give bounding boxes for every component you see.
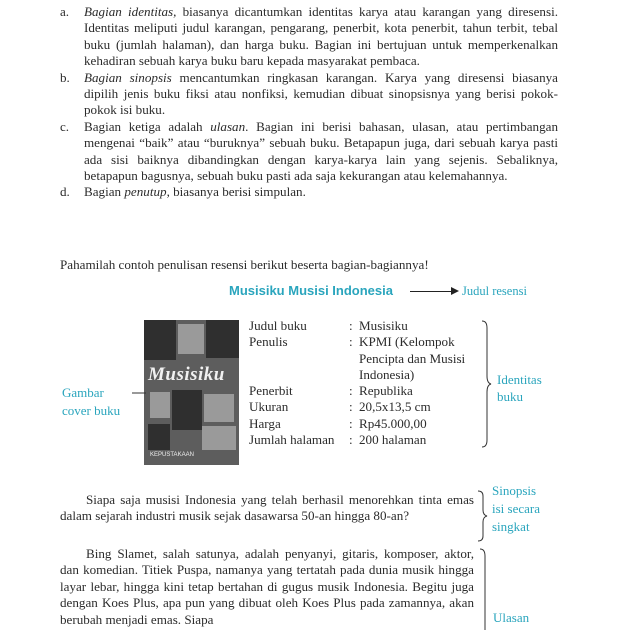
term: ulasan [210, 118, 246, 134]
cover-photo [178, 324, 204, 354]
cover-photo [172, 390, 202, 430]
identity-row: Jumlah halaman : 200 halaman [249, 432, 427, 448]
identity-row: Penerbit : Republika [249, 383, 413, 399]
cover-photo [148, 424, 170, 450]
synopsis-paragraph: Siapa saja musisi Indonesia yang telah berhasil menorehkan tinta emas dalam sejarah industri musik sejak dasawarsa 50-an hingga 80-an? [60, 492, 474, 524]
item-text: , biasanya berisi simpulan. [166, 184, 306, 200]
item-text: . Bagian ini berisi bahasan, ulasan, atau pertimbangan mengenai “baik” atau “buruknya” sebuah buku. Betapapun juga, dari sebuah karya pasti ada sisi baiknya dibandingkan dengan karya-karya lain yang sejenis. Sebaliknya, betapapun bagusnya, sebuah buku pasti ada saja kekurangan atau kelemahannya. [84, 118, 559, 184]
brace-sinopsis [476, 490, 488, 542]
identity-table [249, 318, 485, 448]
list-marker: b. [60, 69, 70, 85]
list-marker: a. [60, 4, 70, 19]
cover-photo [150, 392, 170, 418]
brace-ulasan [478, 548, 490, 630]
cover-photo [144, 320, 176, 360]
arrow-right-icon [451, 287, 459, 295]
parts-list [60, 4, 558, 201]
list-marker: d. [60, 184, 70, 200]
cover-photo [204, 394, 234, 422]
identity-row: Ukuran : 20,5x13,5 cm [249, 399, 431, 415]
identity-row: Harga : Rp45.000,00 [249, 415, 427, 431]
item-text: biasanya dicantumkan identitas karya atau karangan yang diresensi. Identitas meliputi judul karangan, pengarang, penerbit, kota penerbit, tahun terbit, tebal buku (jumlah halaman), dan harga buku. Bagian ini bertujuan untuk memperkenalkan kehadiran sebuah karya buku baru kepada masyarakat pembaca. [84, 4, 558, 69]
list-item [60, 4, 558, 70]
label-sinopsis: Sinopsis isi secara singkat [492, 483, 541, 534]
brace-identity [480, 320, 492, 448]
intro-sentence: Pahamilah contoh penulisan resensi berikut beserta bagian-bagiannya! [60, 257, 429, 272]
identity-row: Penulis : KPMI (Kelompok Pencipta dan Musisi Indonesia) [249, 334, 466, 382]
list-marker: c. [60, 118, 70, 134]
term: Bagian sinopsis [84, 69, 172, 85]
item-text: Bagian [84, 184, 125, 200]
book-cover-image [144, 320, 239, 465]
cover-photo [202, 426, 236, 450]
identity-row: Judul buku : Musisiku [249, 318, 408, 333]
cover-footer: KEPUSTAKAAN [150, 452, 194, 458]
term: Bagian identitas, [84, 4, 177, 19]
list-item [60, 70, 558, 119]
list-item [60, 119, 558, 185]
arrow-line [410, 291, 454, 292]
label-identitas-buku: Identitas buku [497, 372, 542, 404]
item-text: Bagian ketiga adalah [84, 118, 211, 134]
pointer-line [132, 392, 148, 396]
item-text: mencantumkan ringkasan karangan. Karya yang diresensi biasanya dipilih jenis buku fiksi atau nonfiksi, kemudian dibuat sinopsisnya yang berisi pokok-pokok isi buku. [84, 69, 558, 118]
label-gambar-cover: Gambar cover buku [62, 385, 121, 418]
cover-photo [206, 320, 239, 358]
list-item [60, 184, 558, 200]
review-paragraph: Bing Slamet, salah satunya, adalah penyanyi, gitaris, komposer, aktor, dan komedian. Titiek Puspa, namanya yang tertatah pada dunia musik hingga layar lebar, hingga kini tetap bertahan di gugus musik Indonesia. Begitu juga dengan Koes Plus, apa pun yang dibuat oleh Koes Plus pada zamannya, akan berubah menjadi emas. Siapa [60, 546, 474, 627]
review-title: Musisiku Musisi Indonesia [229, 283, 393, 298]
label-judul-resensi: Judul resensi [462, 284, 527, 298]
cover-logo: Musisiku [148, 364, 225, 385]
term: penutup [124, 184, 167, 200]
label-ulasan: Ulasan [493, 610, 530, 625]
